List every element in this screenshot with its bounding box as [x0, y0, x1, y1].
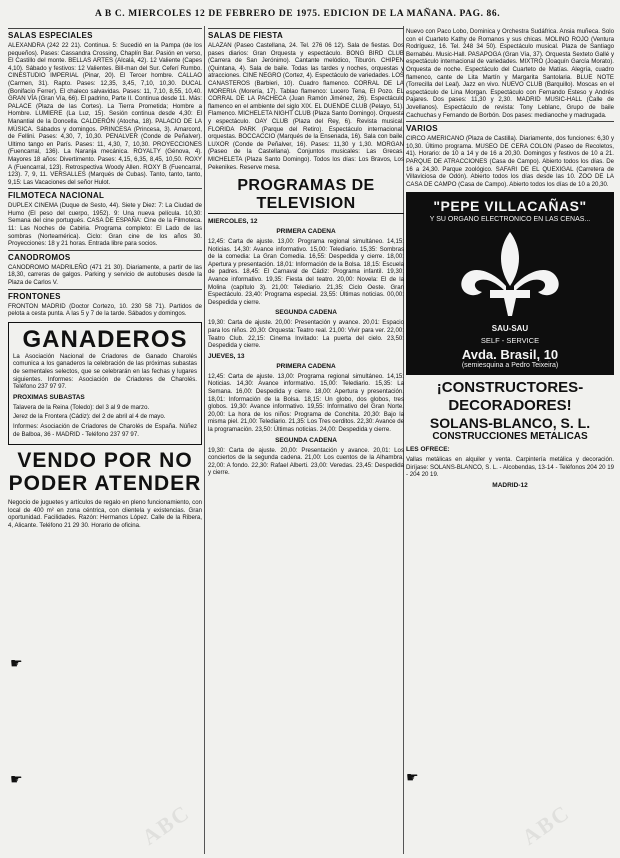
section-body: CIRCO AMERICANO (Plaza de Castilla). Diariamente, dos funciones: 6,30 y 10,30. Último programa. MUSEO DE CERA COLON (Paseo de Recoletos, 41). Horario: de 10 a 14 y de 16 a 20,30. Domingos y festivos de 10 a 21. PARQUE DE ATRACCIONES (Casa de Campo). Abierto todos los días. De 16 a 24,30. Parque zoológico. SAFARI DE EL QUEXIGAL (Carretera de Villaviciosa de Odón). Abierto todos los días desde las 10. ZOO DE LA CASA DE CAMPO (Casa de Campo). Abierto todos los días de 10 a 20,30.	[406, 135, 614, 188]
section-title: CANODROMOS	[8, 250, 202, 262]
column-rule	[204, 26, 205, 854]
ad-city: MADRID-12	[492, 482, 528, 490]
ad-subtitle: CONSTRUCCIONES METALICAS	[432, 431, 588, 443]
section-body: ALAZAN (Paseo Castellana, 24. Tel. 276 06 12). Sala de fiestas. Dos pases diarios: Gran Orquesta y espectáculo. BONG BIRD CLUB (Carrera de San Jerónimo). Cantante melódico, Tiburón. CHIPEN (Quintana, 4). Sala de baile. Todas las tardes y noches, orquestas y atracciones. CINE NEGRO (Cortez, 4). Espectáculo de variedades. LOS CANASTEROS (Barbieri, 10). Cuadro flamenco. CORRAL DE LA MORERIA (Morería, 17). Tablao flamenco: Lucero Tena, El Pozo. EL CORRAL DE LA PACHECA (Juan Ramón Jiménez, 26). Espectáculo flamenco en el ambiente del siglo XIX. EL DUENDE CLUB (Pelayo, 51). Flamenco. MICHELETA NIGHT CLUB (Plaza Santo Domingo). Orquesta y espectáculo. OAY CLUB (Plaza del Rey, 6). Revista musical. FLORIDA PARK (Parque del Retiro). Espectáculo internacional, orquestas. BOCCACCIO (Marqués de la Ensenada, 16). Sala con baile. LUXOR (Conde de Peñalver, 16). Pases: 11,30 y 1,30. MORGAN (Paseo de la Castellana). Conjuntos musicales: Las Grecas. MICHELETA (Plaza Santo Domingo). Todos los días: Los Bravos, Los Pekenikes. Reserve mesa.	[208, 42, 404, 171]
tv-heading: PROGRAMAS DE TELEVISION	[208, 177, 404, 214]
tv-schedule: 19,30: Carta de ajuste. 20,00: Presentación y avance. 20,01: Los conciertos de la segunda cadena. 21,00: Los cuentos de la Alhambra. 22,00: A fondo. 22,30: Rafael Alberti. 23,00: Veredas. 23,45: Despedida y cierre.	[208, 446, 404, 477]
pointing-hand-icon: ☛	[10, 657, 23, 672]
fleur-de-lis-icon	[450, 228, 570, 320]
pointing-hand-icon: ☛	[10, 773, 23, 788]
column-left	[8, 28, 202, 854]
tv-channel: PRIMERA CADENA	[276, 362, 336, 370]
ad-title: ¡CONSTRUCTORES-	[436, 379, 584, 397]
section-title: FRONTONES	[8, 289, 202, 301]
ad-body: La Asociación Nacional de Criadores de Ganado Charolés comunica a los ganaderos la celebración de las próximas subastas de sementales selectos, que se celebrarán en las fechas y lugares siguientes. Informes: Asociación de Criadores de Charolés. Teléfono 237 97 97.	[13, 352, 197, 391]
tv-day: MIERCOLES, 12	[208, 218, 258, 226]
section-body: ALEXANDRA (242 22 21). Continua. 5: Sucedió en la Pampa (de los pequeños). Pases: Cassandra Crossing, Chaplín Bar. Pasión en verso, El Castillo del monte. BELLAS ARTES (Alcalá, 42). 12 Valiente (Capes 4,10). Sábado y festivos: 12 Valientes. Bill-man del Sur. Ceferí Rumbo. CINESTUDIO IMPERIAL (Pinar, 20). El Tercer hombre. CALLAO (Carmen, 31). Rapto. Pases: 12,35, 3,45, 7,10, 10,30. DUCAL (Bonifacio Ferrer). El chaleco salvavidas. Pases: 11, 7,10, 8,55, 10,40. GRAN VÍA (Gran Vía, 66). El padrino, Parte II. Continua desde 11. Más: PALACE (Plaza de las Cortes). La Tierra Prometida; Hombre a Hombre. LUMIERE (La Luz, 15). Sesión continua desde 4,30: El Manantial de la Doncella. CALDERÓN (Atocha, 18). PALACIO DE LA MÚSICA. Sábados y domingos. PRINCESA (Princesa, 3). Amarcord, de Fellini. Pases: 4,30, 7, 10,30. PENALVER (Conde de Peñalver). Ultimo tango en París. Pases: 11, 4,30, 7, 10,30. PROYECCIONES (Fuencarral, 136). La Naranja mecánica. ROYALTY (Génova, 4). Mayores 18 años: Divertimento. Pases: 4,15, 6,35, 8,45, 10,50. ROXY A (Fuencarral, 123). Retrospectiva Woody Allen. ROXY B (Fuencarral, 123). 7, 9, 11. VERSALLES (Marqués de Cubas). Tanto, tanto, tanto, 9,15: Las Vacaciones del señor Hulot.	[8, 42, 202, 186]
page-header: A B C. MIERCOLES 12 DE FEBRERO DE 1975. EDICION DE LA MAÑANA. PAG. 86.	[95, 9, 501, 19]
constructores-ad	[406, 379, 614, 489]
section-body: FRONTON MADRID (Doctor Cortezo, 10. 230 58 71). Partidos de pelota a cesta punta. A las 5 y 7 de la tarde. Sábados y domingos.	[8, 302, 202, 318]
ad-subtitle: Y SU ORGANO ELECTRONICO EN LAS CENAS...	[429, 216, 591, 224]
ad-line: Talavera de la Reina (Toledo): del 3 al 9 de marzo.	[13, 403, 150, 411]
tv-channel: PRIMERA CADENA	[276, 228, 336, 236]
watermark-logo: ABC	[137, 799, 195, 850]
tv-day: JUEVES, 13	[208, 352, 245, 360]
section-body: DUPLEX CINEMA (Duque de Sesto, 44). Siete y Diez: 7: La Ciudad de Humo (El peso del cuerpo, 1952). 9: Una nueva película. 10,30: Semana del cine portugués. CASA DE ESPAÑA: Cine de la Filmoteca. 11: Las Noches de Cabiria. Programa completo: El Lado de las sombras (Norteamérica). Ciclo: Gran cine de los años 30. Proyecciones: 18 y 21 horas. Entrada libre para socios.	[8, 202, 202, 248]
pepe-villacanas-ad	[406, 192, 614, 375]
section-title: VARIOS	[406, 121, 614, 133]
ad-brand: SAU-SAU	[491, 324, 529, 334]
ad-title: VENDO POR NO PODER ATENDER	[8, 449, 202, 496]
tv-schedule: 12,45: Carta de ajuste. 13,00: Programa regional simultáneo. 14,15: Noticias. 14,30: Avance informativo. 15,00: Telediario. 15,35: La Semana. 16,00: Despedida y cierre. 18,00: Apertura y presentación. 18,01: Información de la Bolsa. 18,15: Un globo, dos globos, tres globos. 19,30: Avance informativo. 19,55: Informativo del Gran Norte. 20,00: La hora de los niños: Programa de Conchita. 20,30: Bajo la misma piel. 21,00: Telediario. 21,35: Los Tres cerditos. 22,30: Avance de la programación. 23,50: Últimas noticias. 24,00: Despedida y cierre.	[208, 372, 404, 433]
ad-company: SOLANS-BLANCO, S. L.	[429, 415, 591, 432]
tv-schedule: 12,45: Carta de ajuste. 13,00: Programa regional simultáneo. 14,15: Noticias. 14,30: Avance informativo. 15,00: Telediario. 15,35: Sombras de la comedia: La Gran Comedia. 16,55: Despedida y cierre. 18,00: Apertura y presentación. 18,01: Información de la Bolsa. 18,15: Escuela de padres. 18,45: El Carnaval de Cádiz: Programa infantil. 19,30: Avance informativo. 19,35: Fiesta del teatro. 20,00: Novela: El de la Molina (capítulo 3). 21,00: Telediario. 21,35: Ciclo Oeste. Gran Espectáculo. 23,40: Programa especial. 23,55: Últimas noticias. 00,00: Despedida y cierre.	[208, 238, 404, 306]
section-body: Nuevo con Paco Lobo, Dominica y Orchestra Sudáfrica. Ansia muñeca. Solo con el Cuarteto Kathy de Romanos y sus chicas. MOLINO ROJO (Ventura Rodríguez, 16. Tel. 248 34 50). Espectáculo musical. Plaza de Santiago Bernabéu. Music-Hall. PASAPOGA (Gran Vía, 37). Orquesta Sexteto Gallé y espectáculo internacional de variedades. MIXTRO (Joaquín García Morato). Orquesta de noche. Espectáculo del Cuarteto de Matías. Alegría, cuadro flamenco, cante de Lita Martín y Margarita Santolaria. BLUE NOTE (Torrecilla del Leal). Jazz en vivo. NUEVO CLUB (Barquillo). Moscas en el espectáculo de Lina Morgan. Espectáculo con Fernando Esteso y Andrés Pajares. Dos pases: 11,30 y 2,30. MADRID MUSIC-HALL (Calle de Jovellanos). Espectáculo de revista: Tony Leblanc, Grupo de baile Cachuchas y Fernando de Borbón. Dos pases: medianoche y madrugada.	[406, 28, 614, 119]
tv-channel: SEGUNDA CADENA	[275, 309, 337, 317]
ad-title: GANADEROS	[22, 325, 188, 353]
ad-line: Jerez de la Frontera (Cádiz): del 2 de abril al 4 de mayo.	[13, 413, 166, 421]
ad-body: Negocio de juguetes y artículos de regalo en pleno funcionamiento, con local de 400 m² en zona céntrica, con clientela y existencias. Gran oportunidad. Facilidades. Razón: Hermanos López. Calle de la Ribera, 4, Alicante. Teléfono 21 29 30. Horario de oficina.	[8, 499, 202, 529]
ad-subheading: PROXIMAS SUBASTAS	[13, 393, 85, 401]
column-right	[406, 28, 614, 854]
ad-title: DECORADORES!	[448, 397, 572, 415]
ad-address: Avda. Brasil, 10	[461, 347, 559, 363]
ad-title: "PEPE VILLACAÑAS"	[433, 198, 587, 215]
ad-subheading: LES OFRECE:	[406, 446, 450, 454]
section-title: SALAS DE FIESTA	[208, 28, 404, 40]
tv-schedule: 19,30: Carta de ajuste. 20,00: Presentación y avance. 20,01: Espacio para los niños. 20,30: Orquesta: Teatro real. 21,00: Vivir para ver. 22,00: Teatro Club. 22,15: Cinema Invitado: La puerta del cielo. 23,50: Despedida y cierre.	[208, 319, 404, 350]
ad-note: (semiesquina a Pedro Teixeira)	[461, 362, 559, 370]
ad-line: Informes: Asociación de Criadores de Charolés de España. Núñez de Balboa, 36 - MADRID - Teléfono 237 97 97.	[13, 422, 197, 438]
section-title: FILMOTECA NACIONAL	[8, 188, 202, 200]
watermark-logo: ABC	[517, 799, 575, 850]
vendo-ad	[8, 449, 202, 529]
pointing-hand-icon: ☛	[406, 771, 419, 786]
section-body: CANODROMO MADRILEÑO (471 21 30). Diariamente, a partir de las 18,30, carreras de galgos. Parking y servicio de autobuses desde la Plaza de Carlos V.	[8, 263, 202, 287]
ganaderos-ad	[8, 322, 202, 445]
section-title: SALAS ESPECIALES	[8, 28, 202, 40]
column-middle	[208, 28, 404, 854]
tv-channel: SEGUNDA CADENA	[275, 436, 337, 444]
ad-body: Vallas metálicas en alquiler y venta. Carpintería metálica y decoración. Diríjase: SOLANS-BLANCO, S. L. - Alcobendas, 13-14 - Teléfonos 204 20 19 - 204 20 19.	[406, 456, 614, 479]
ad-self-service: SELF - SERVICE	[480, 336, 540, 346]
